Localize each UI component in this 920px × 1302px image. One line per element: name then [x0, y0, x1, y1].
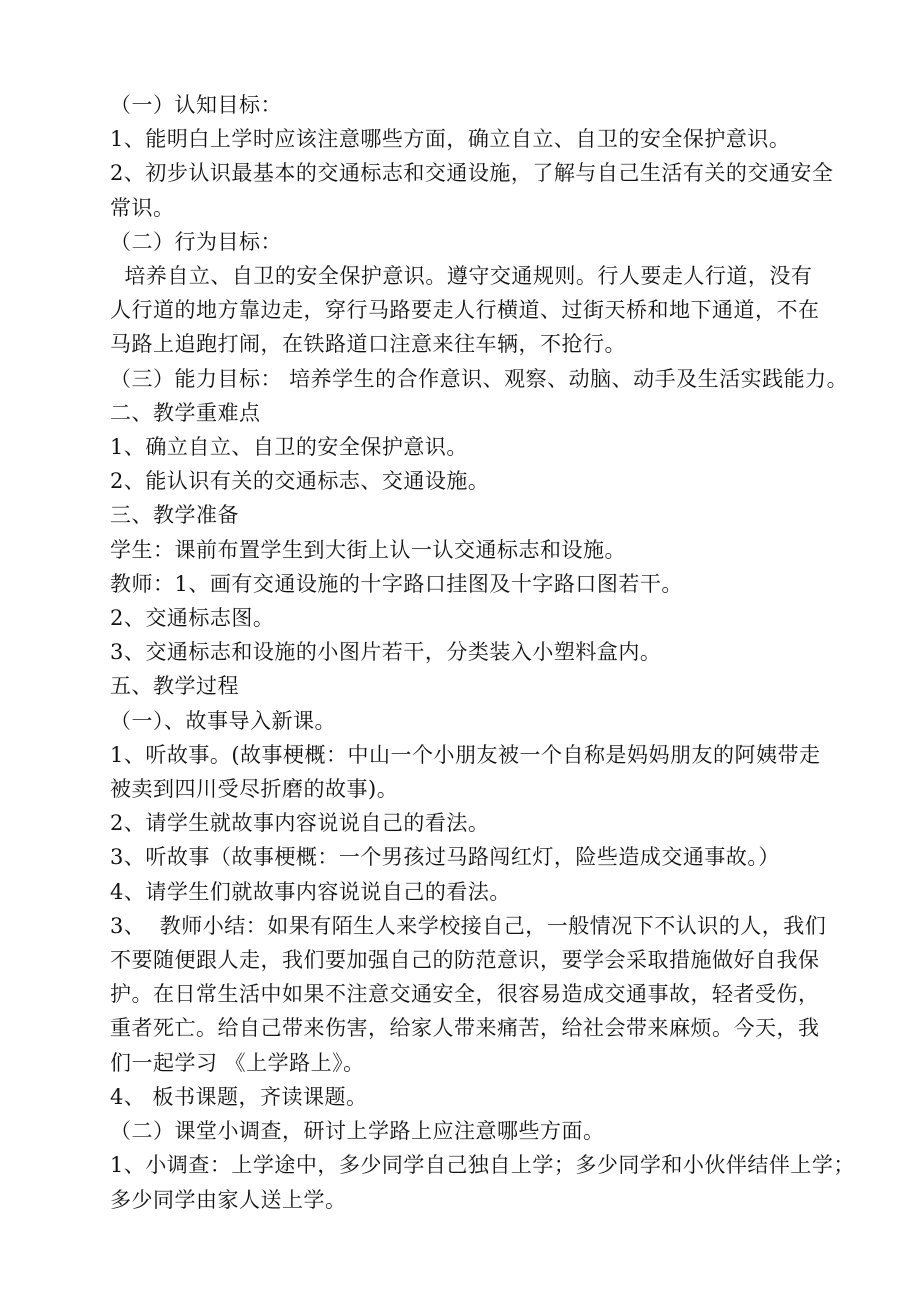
text-line: 重者死亡。给自己带来伤害，给家人带来痛苦，给社会带来麻烦。今天，我 [110, 1016, 820, 1041]
section-heading: 二、教学重难点 [110, 400, 261, 425]
text-line: 3、听故事（故事梗概：一个男孩过马路闯红灯，险些造成交通事故。） [110, 845, 780, 870]
text-line: 多少同学由家人送上学。 [110, 1187, 347, 1212]
text-line: 4、 板书课题，齐读课题。 [110, 1084, 368, 1109]
text-line: 2、请学生就故事内容说说自己的看法。 [110, 811, 490, 836]
text-line: 培养自立、自卫的安全保护意识。遵守交通规则。行人要走人行道，没有 [110, 264, 813, 289]
text-line: 1、能明白上学时应该注意哪些方面，确立自立、自卫的安全保护意识。 [110, 127, 791, 152]
text-line: 常识。 [110, 195, 175, 220]
text-line: 2、能认识有关的交通标志、交通设施。 [110, 469, 490, 494]
text-line: 1、确立自立、自卫的安全保护意识。 [110, 435, 468, 460]
document-body [110, 88, 855, 1217]
text-line: 2、初步认识最基本的交通标志和交通设施，了解与自己生活有关的交通安全 [110, 161, 834, 186]
text-line: 1、小调查：上学途中，多少同学自己独自上学；多少同学和小伙伴结伴上学； [110, 1153, 855, 1178]
text-line: （二）课堂小调查，研讨上学路上应注意哪些方面。 [110, 1119, 605, 1144]
text-line: （一）、故事导入新课。 [110, 708, 336, 733]
text-line: 4、请学生们就故事内容说说自己的看法。 [110, 879, 511, 904]
text-line: 3、 教师小结：如果有陌生人来学校接自己，一般情况下不认识的人，我们 [110, 913, 827, 938]
text-line: （一）认知目标： [110, 93, 282, 117]
section-heading: 五、教学过程 [110, 674, 239, 699]
text-line: 2、交通标志图。 [110, 606, 275, 631]
section-heading: 三、教学准备 [110, 503, 239, 528]
text-line: 护。在日常生活中如果不注意交通安全，很容易造成交通事故，轻者受伤， [110, 982, 820, 1007]
text-line: 人行道的地方靠边走，穿行马路要走人行横道、过街天桥和地下通道，不在 [110, 298, 820, 323]
text-line: 学生：课前布置学生到大街上认一认交通标志和设施。 [110, 537, 626, 562]
text-line: 不要随便跟人走，我们要加强自己的防范意识，要学会采取措施做好自我保 [110, 948, 820, 973]
text-line: 马路上追跑打闹，在铁路道口注意来往车辆，不抢行。 [110, 332, 626, 357]
text-line: 1、听故事。(故事梗概：中山一个小朋友被一个自称是妈妈朋友的阿姨带走 [110, 742, 821, 767]
text-line: 们一起学习 《上学路上》。 [110, 1050, 365, 1075]
text-line: 教师：1、画有交通设施的十字路口挂图及十字路口图若干。 [110, 571, 683, 596]
text-line: （三）能力目标： 培养学生的合作意识、观察、动脑、动手及生活实践能力。 [110, 366, 849, 391]
text-line: 3、交通标志和设施的小图片若干，分类装入小塑料盒内。 [110, 640, 662, 665]
text-line: （二）行为目标： [110, 229, 282, 254]
text-line: 被卖到四川受尽折磨的故事)。 [110, 777, 399, 802]
